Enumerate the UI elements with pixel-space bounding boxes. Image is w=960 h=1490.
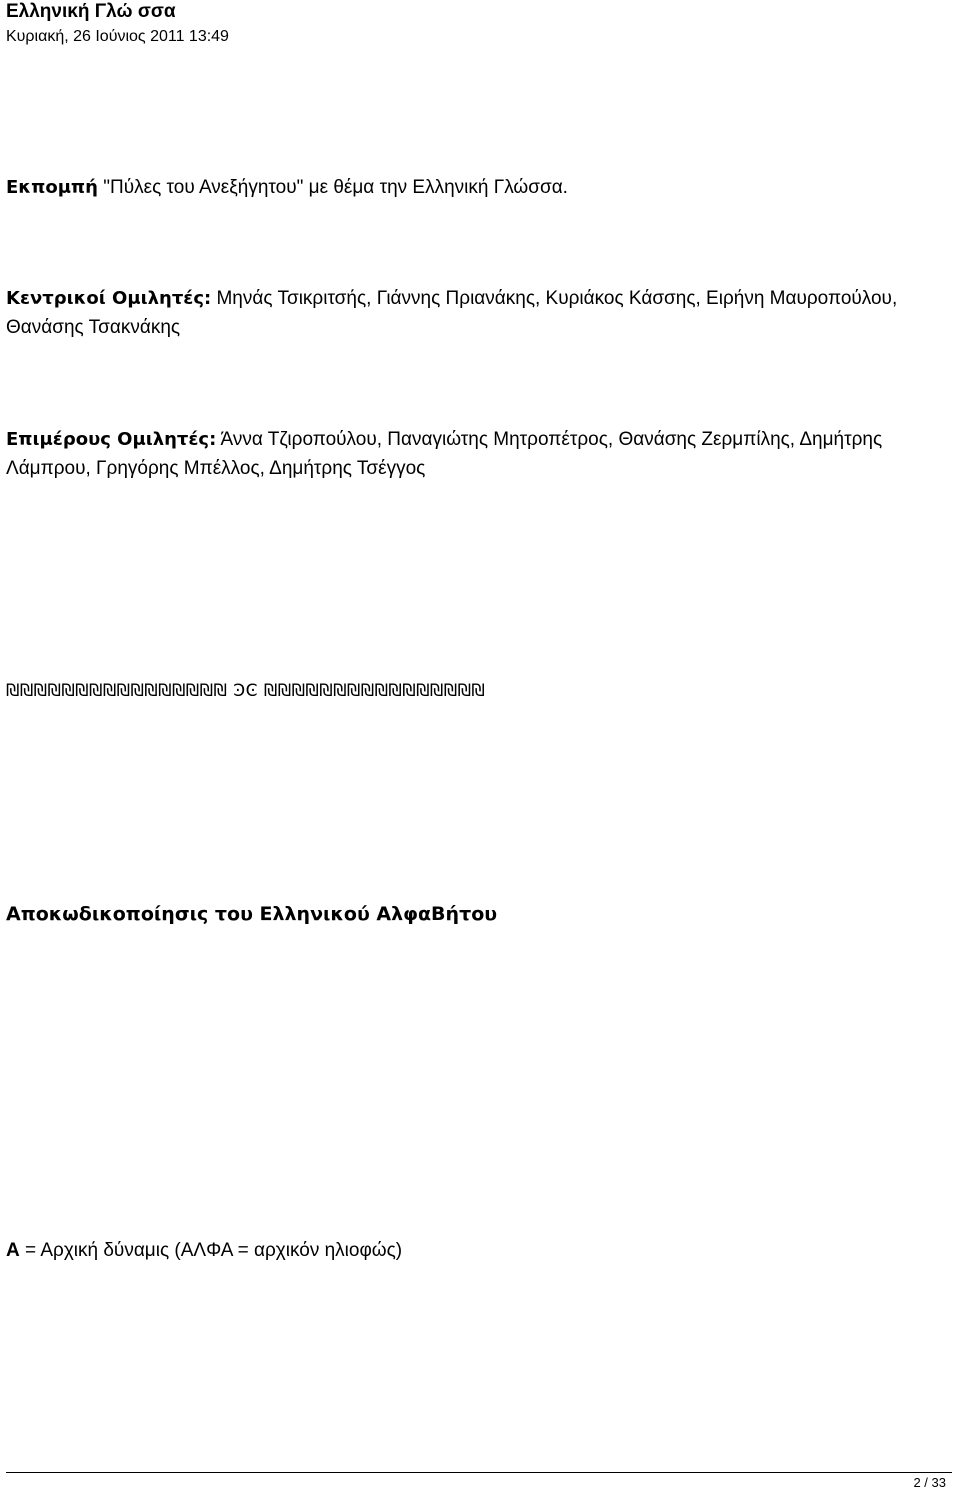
broadcast-text: "Πύλες του Ανεξήγητου" με θέμα την Ελληνική Γλώσσα. — [98, 177, 568, 198]
footer-divider — [6, 1472, 952, 1473]
page-title: Ελληνική Γλώ σσα — [6, 1, 176, 22]
broadcast-label: Εκπομπή — [6, 177, 98, 198]
other-speakers-text: Άννα Τζιροπούλου, Παναγιώτης Μητροπέτρος, Θανάσης Ζερμπίλης, Δημήτρης Λάμπρου, Γρηγόρης Μπέλλος, Δημήτρης Τσέγγος — [6, 429, 883, 479]
other-speakers-paragraph — [6, 425, 948, 483]
other-speakers-label: Επιμέρους Ομιλητές: — [6, 429, 217, 450]
main-speakers-paragraph — [6, 284, 948, 342]
page-number: 2 / 33 — [913, 1475, 946, 1490]
main-speakers-label: Κεντρικοί Ομιλητές: — [6, 288, 212, 309]
broadcast-paragraph — [6, 173, 948, 202]
decoding-heading: Αποκωδικοποίησις του Ελληνικού ΑλφαΒήτου — [6, 903, 498, 925]
main-speakers-text: Μηνάς Τσικριτσής, Γιάννης Πριανάκης, Κυριάκος Κάσσης, Ειρήνη Μαυροπούλου, Θανάσης Τσακνάκης — [6, 288, 898, 338]
alpha-text: = Αρχική δύναμις (ΑΛΦΑ = αρχικόν ηλιοφώς) — [19, 1240, 403, 1261]
alpha-letter: Α — [6, 1240, 20, 1261]
alpha-definition — [6, 1236, 948, 1265]
ornament-divider: ₪₪₪₪₪₪₪₪₪₪₪₪₪₪₪₪ ϿϾ ₪₪₪₪₪₪₪₪₪₪₪₪₪₪₪₪ — [6, 681, 486, 701]
publish-date: Κυριακή, 26 Ιούνιος 2011 13:49 — [6, 28, 229, 45]
